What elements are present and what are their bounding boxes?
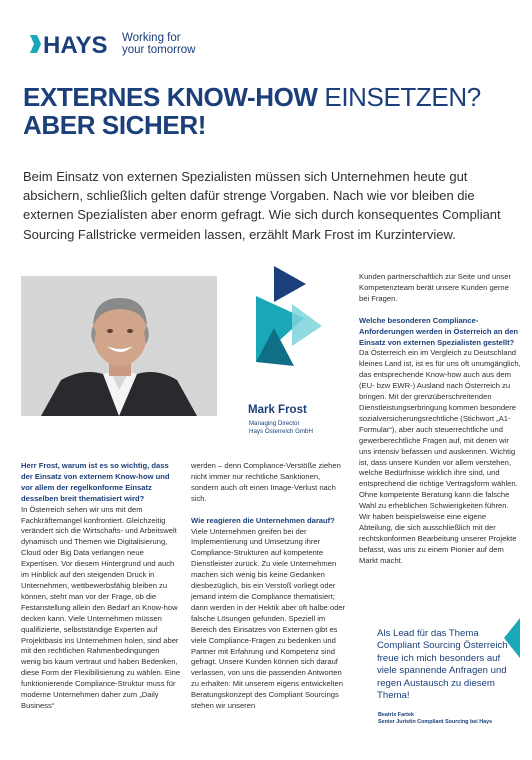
hays-wordmark bbox=[30, 32, 114, 56]
interview-column-2 bbox=[191, 461, 349, 712]
intro-paragraph: Beim Einsatz von externen Spezialisten müssen sich Unternehmen heute gut absichern, schließlich gelten dafür strenge Vorgaben. Nach wie vor bleiben die externen Spezialisten aber enorm gefragt. Wie sich durch konsequentes Compliant Sourcing Fallstricke vermeiden lassen, erzählt Mark Frost im Kurzinterview. bbox=[23, 169, 501, 242]
quote-author bbox=[378, 712, 492, 726]
tagline-line-2: your tomorrow bbox=[122, 44, 196, 56]
interviewee-role bbox=[249, 420, 313, 435]
answer-1-part-1: In Österreich sehen wir uns mit dem Fachkräftemangel konfrontiert. Gleichzeitig verändert sich die Wirtschafts- und Arbeitswelt dynamisch und Themen wie Digitalisierung, Cloud oder Big Data verlangen neue Expertisen. Vor diesem Hintergrund und auch im Hinblick auf den steigenden Druck in Unternehmen, wettbewerbsfähig bleiben zu können, steht man vor der Frage, ob die Festanstellung allein den Bedarf an Know-how decken kann. Viele Unternehmen müssen qualifizierte, selbstständige Experten auf Projektbasis ins Unternehmen holen, sind aber mit den rechtlichen Rahmenbedingungen wenig bis kaum vertraut und haben Bedenken, diese Form der Flexibilisierung zu wählen. Eine funktionierende Compliance-Struktur muss für moderne Unternehmen daher zum „Daily Business“ bbox=[21, 504, 181, 710]
hays-logo-icon bbox=[30, 32, 114, 56]
answer-2-part-2: Kunden partnerschaftlich zur Seite und unser Kompetenzteam berät unsere Kunden gerne bei Fragen. bbox=[359, 272, 511, 303]
interview-column-3 bbox=[359, 272, 521, 567]
interviewee-name: Mark Frost bbox=[248, 404, 307, 416]
headline-line-2: ABER SICHER! bbox=[23, 110, 206, 140]
pull-quote: Als Lead für das Thema Compliant Sourcing Österreich freue ich mich besonders auf viele spannende Anfragen und regen Austausch zu diesem Thema! bbox=[377, 628, 508, 702]
interviewee-role-line-1: Managing Director bbox=[249, 420, 300, 427]
brand-name: HAYS bbox=[43, 32, 108, 56]
answer-3: Da Österreich ein im Vergleich zu Deutschland kleines Land ist, ist es für uns oft unumgänglich, das entsprechende Know-how auch aus dem (EU- bzw EWR-) Ausland nach Österreich zu bringen. Mit der grenzüberschreitenden Dienstleistungserbringung kommen besondere sozialversicherungsrechtliche (Stichwort „A1-Formular“), aber auch steuerrechtliche und gewerberechtliche Fragen auf, mit denen wir uns intensiv befassen und auskennen. Wichtig ist, dass unsere Kunden vor allem verstehen, welche Bedürfnisse wirklich ihre sind, und entsprechend die richtige Vertragsform wählen. Ohne kompetente Beratung kann die falsche Wahl zu erheblichen Schwierigkeiten führen. Wir haben beispielsweise eine eigene Abteilung, die sich ausschließlich mit der rechtskonformen Bearbeitung unserer Projekte befasst, was uns zu einem Pionier auf dem Markt macht. bbox=[359, 348, 521, 565]
interviewee-role-line-2: Hays Österreich GmbH bbox=[249, 427, 313, 435]
question-3: Welche besonderen Compliance-Anforderungen werden in Österreich an den Einsatz von externen Spezialisten gestellt? bbox=[359, 315, 519, 347]
headline-line-1 bbox=[23, 83, 523, 111]
decorative-triangles bbox=[244, 266, 339, 376]
question-1: Herr Frost, warum ist es so wichtig, dass der Einsatz von externem Know-how und vor allem der regelkonforme Einsatz desselben breit thematisiert wird? bbox=[21, 461, 170, 503]
headline-line-1-bold: EXTERNES KNOW-HOW bbox=[23, 82, 318, 112]
headline-line-1-rest: EINSETZEN? bbox=[317, 82, 481, 112]
portrait-illustration bbox=[21, 276, 217, 416]
quote-author-name: Beatrix Fartek bbox=[378, 712, 414, 718]
interview-column-1 bbox=[21, 461, 181, 712]
answer-2-part-1: Viele Unternehmen greifen bei der Implementierung und Umsetzung ihrer Compliance-Strukturen auf kompetente Dienstleister zurück. Zu viele Unternehmen machen sich wenig bis keine Gedanken diesbezüglich, bis ein Verstoß vorliegt oder jemand intern die Compliance thematisiert; dann werden in der Hektik aber oft halbe oder falsche Lösungen gefunden. Speziell im Bereich des Einsatzes von Externen gibt es viele Compliance-Fragen zu bedenken und Partner mit Erfahrung und Kompetenz sind gefragt. Unsere Kunden können sich darauf verlassen, von uns die passenden Antworten zu erhalten: Mit unserem eigens entwickelten Beratungskonzept des Compliant Sourcings stehen wir unseren bbox=[191, 526, 346, 711]
article-headline bbox=[23, 83, 523, 139]
quote-author-role: Senior Juristin Compliant Sourcing bei Hays bbox=[378, 719, 493, 725]
quote-triangle-icon bbox=[504, 618, 520, 658]
brand-tagline bbox=[122, 32, 196, 57]
tagline-line-1: Working for bbox=[122, 31, 181, 44]
portrait-photo bbox=[21, 276, 217, 416]
answer-1-part-2: werden – denn Compliance-Verstöße ziehen nicht immer nur rechtliche Sanktionen, sondern auch oft einen Image-Verlust nach sich. bbox=[191, 461, 341, 503]
question-2: Wie reagieren die Unternehmen darauf? bbox=[191, 515, 335, 525]
hays-logo bbox=[30, 30, 196, 58]
